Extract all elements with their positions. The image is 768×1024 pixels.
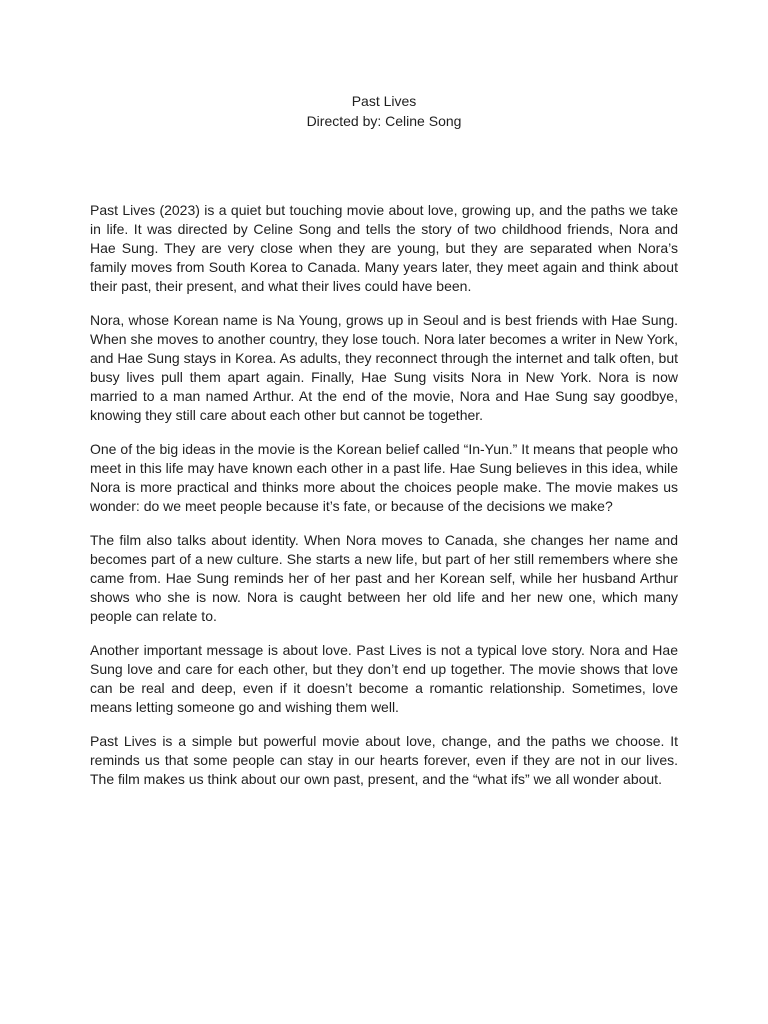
document-header [0, 91, 768, 131]
paragraph-2: Nora, whose Korean name is Na Young, grows up in Seoul and is best friends with Hae Sung. When she moves to another country, they lose touch. Nora later becomes a writer in New York, and Hae Sung stays in Korea. As adults, they reconnect through the internet and talk often, but busy lives pull them apart again. Finally, Hae Sung visits Nora in New York. Nora is now married to a man named Arthur. At the end of the movie, Nora and Hae Sung say goodbye, knowing they still care about each other but cannot be together. [90, 312, 678, 423]
paragraph-4: The film also talks about identity. When Nora moves to Canada, she changes her name and becomes part of a new culture. She starts a new life, but part of her still remembers where she came from. Hae Sung reminds her of her past and her Korean self, while her husband Arthur shows who she is now. Nora is caught between her old life and her new one, which many people can relate to. [90, 532, 678, 624]
director-line: Directed by: Celine Song [306, 113, 462, 129]
document-title: Past Lives [351, 93, 417, 109]
paragraph-1: Past Lives (2023) is a quiet but touching movie about love, growing up, and the paths we take in life. It was directed by Celine Song and tells the story of two childhood friends, Nora and Hae Sung. They are very close when they are young, but they are separated when Nora’s family moves from South Korea to Canada. Many years later, they meet again and think about their past, their present, and what their lives could have been. [90, 202, 678, 294]
document-body [90, 201, 678, 804]
paragraph-6: Past Lives is a simple but powerful movie about love, change, and the paths we choose. It reminds us that some people can stay in our hearts forever, even if they are not in our lives. The film makes us think about our own past, present, and the “what ifs” we all wonder about. [90, 733, 678, 787]
paragraph-5: Another important message is about love. Past Lives is not a typical love story. Nora and Hae Sung love and care for each other, but they don’t end up together. The movie shows that love can be real and deep, even if it doesn’t become a romantic relationship. Sometimes, love means letting someone go and wishing them well. [90, 642, 678, 715]
paragraph-3: One of the big ideas in the movie is the Korean belief called “In-Yun.” It means that people who meet in this life may have known each other in a past life. Hae Sung believes in this idea, while Nora is more practical and thinks more about the choices people make. The movie makes us wonder: do we meet people because it’s fate, or because of the decisions we make? [90, 441, 678, 514]
